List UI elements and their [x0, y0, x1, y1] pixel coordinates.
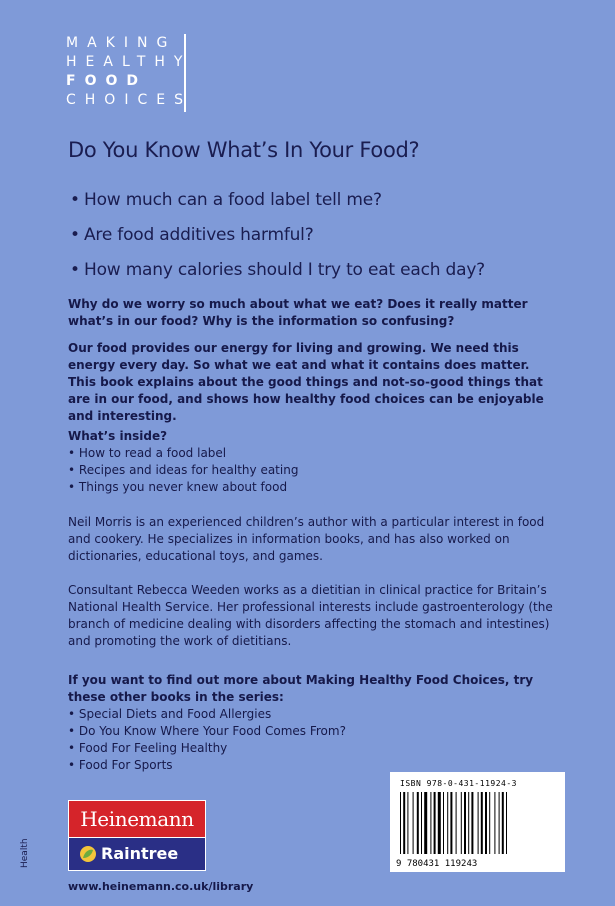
series-line-choices: CHOICES	[66, 92, 192, 108]
series-line-healthy: HEALTHY	[66, 54, 192, 70]
publisher-name-bottom: Raintree	[101, 844, 179, 863]
list-item: • Special Diets and Food Allergies	[68, 707, 272, 721]
series-logo	[66, 34, 192, 112]
consultant-bio: Consultant Rebecca Weeden works as a dietitian in clinical practice for Britain’s National Health Service. Her professional interests include gastroenterology (the branch of medicine dealing with disorders affecting the stomach and intestines) and promoting the work of dietitians.	[68, 583, 553, 648]
leaf-icon	[79, 845, 97, 863]
question-item: • How much can a food label tell me?	[70, 187, 485, 222]
list-item: • Do You Know Where Your Food Comes From?	[68, 724, 346, 738]
list-item: • Recipes and ideas for healthy eating	[68, 463, 299, 477]
other-books-heading: If you want to find out more about Making Healthy Food Choices, try these other books in the series:	[68, 673, 534, 704]
book-title: Do You Know What’s In Your Food?	[68, 138, 420, 162]
publisher-logo	[68, 800, 206, 871]
publisher-name-top: Heinemann	[69, 801, 205, 837]
publisher-name-bottom-band	[69, 838, 205, 870]
list-item: • How to read a food label	[68, 446, 227, 460]
question-item: • How many calories should I try to eat each day?	[70, 257, 485, 292]
category-label: Health	[20, 838, 30, 868]
author-bio: Neil Morris is an experienced children’s author with a particular interest in food and cookery. He specializes in information books, and has also worked on dictionaries, educational toys, and games.	[68, 515, 545, 563]
barcode-icon	[396, 792, 546, 868]
barcode-number: 9 780431 119243	[396, 859, 478, 868]
question-item: • Are food additives harmful?	[70, 222, 485, 257]
whats-inside-heading: What’s inside?	[68, 429, 168, 443]
whats-inside-section	[68, 428, 558, 496]
bullet-icon: •	[70, 260, 80, 280]
publisher-url[interactable]: www.heinemann.co.uk/library	[68, 880, 254, 893]
list-item: • Food For Sports	[68, 758, 173, 772]
barcode-panel	[390, 772, 565, 872]
bullet-icon: •	[70, 225, 80, 245]
isbn-label: ISBN 978-0-431-11924-3	[400, 779, 517, 788]
list-item: • Food For Feeling Healthy	[68, 741, 228, 755]
list-item: • Things you never knew about food	[68, 480, 288, 494]
series-line-food: FOOD	[66, 73, 147, 89]
question-list	[70, 187, 485, 292]
series-line-making: MAKING	[66, 35, 177, 51]
bullet-icon: •	[70, 190, 80, 210]
intro-paragraph: Why do we worry so much about what we eat? Does it really matter what’s in our food? Why is the information so confusing?	[68, 297, 528, 328]
other-books-section	[68, 672, 558, 774]
main-paragraph: Our food provides our energy for living and growing. We need this energy every day. So what we eat and what it contains does matter. This book explains about the good things and not-so-good things that are in our food, and shows how healthy food choices can be enjoyable and interesting.	[68, 341, 544, 423]
